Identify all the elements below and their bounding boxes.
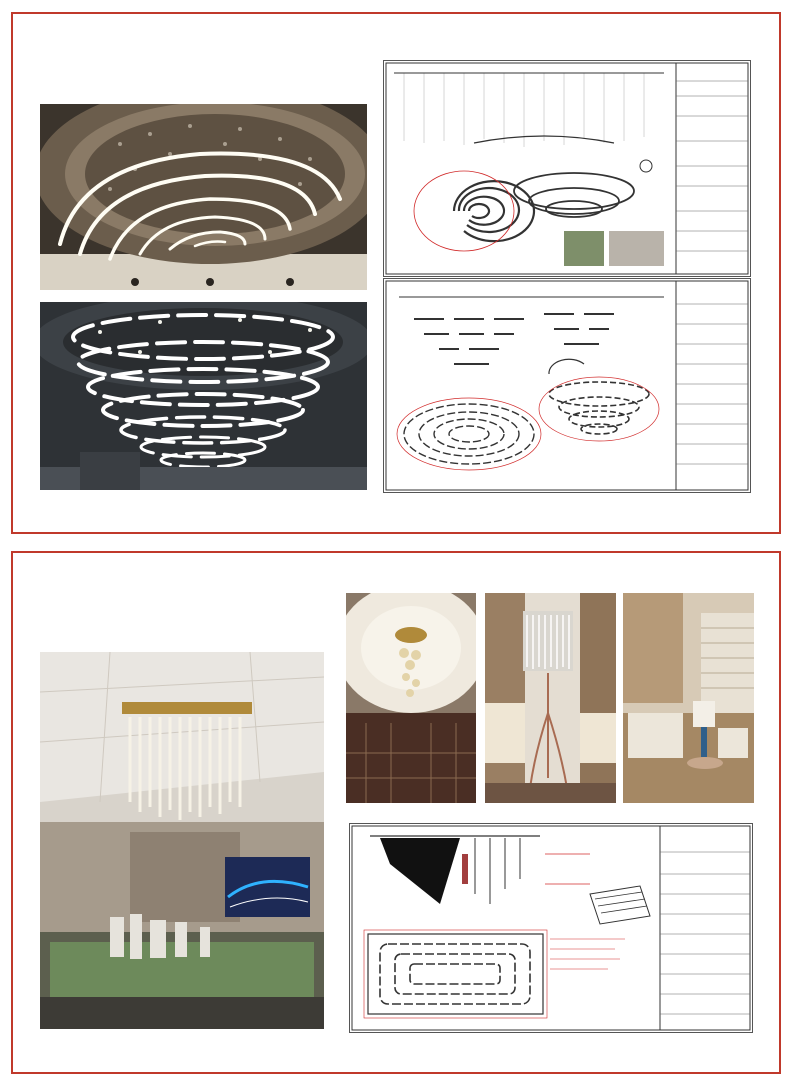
ring-chandelier-drawing [383,278,751,493]
sales-hall-chandelier-photo [40,652,324,1029]
spiral-chandelier-photo [40,104,367,290]
crystal-floor-lamp-photo [485,593,616,803]
rectangular-chandelier-drawing [349,823,753,1033]
ring-chandelier-photo [40,302,367,490]
project-panel-nanchang [11,551,781,1074]
round-chandelier-photo [346,593,476,803]
project-panel-changsha [11,12,781,534]
lounge-library-photo [623,593,754,803]
spiral-chandelier-drawing [383,60,751,277]
